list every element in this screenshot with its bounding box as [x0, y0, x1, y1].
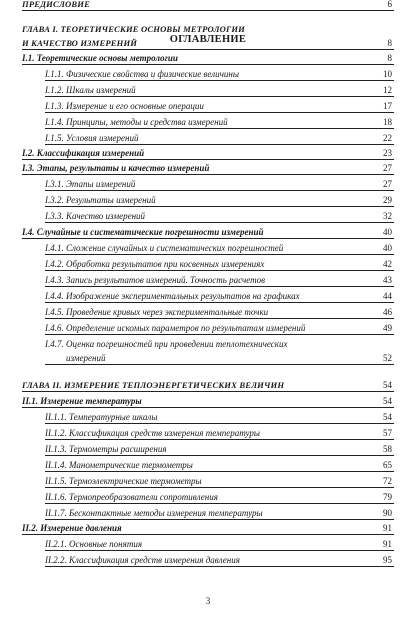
toc-entry-page: 27 [383, 163, 392, 173]
toc-entry-page: 22 [383, 133, 392, 143]
toc-underline [45, 318, 394, 319]
toc-underline [45, 503, 394, 504]
toc-underline [45, 550, 394, 551]
toc-entry-page: 54 [383, 396, 392, 406]
toc-entry-page: 49 [383, 323, 392, 333]
toc-entry [0, 66, 416, 82]
toc-entry [0, 130, 416, 146]
toc-entry-title: II.1.4. Манометрические термометры [45, 460, 193, 470]
toc-entry-title: I.1.1. Физические свойства и физические величины [45, 69, 239, 79]
toc-entry-page: 95 [383, 555, 392, 565]
toc-underline [22, 534, 394, 535]
toc-underline [45, 423, 394, 424]
toc-entry [0, 288, 416, 304]
toc-entry-page: 44 [383, 291, 392, 301]
toc-entry-page: 32 [383, 211, 392, 221]
toc-entry-title: II.2.1. Основные понятия [45, 539, 142, 549]
toc-entry [0, 50, 416, 66]
toc-entry-title: I.4.7. Оценка погрешностей при проведении теплотехнических [45, 339, 288, 349]
toc-underline [45, 566, 394, 567]
toc-underline [22, 64, 394, 65]
toc-entry [0, 377, 416, 393]
toc-entry-page: 40 [383, 227, 392, 237]
toc-entry-title: I.4.3. Запись результатов измерений. Точность расчетов [45, 275, 266, 285]
toc-entry [0, 98, 416, 114]
toc-entry-page: 52 [383, 353, 392, 363]
toc-entry [0, 256, 416, 272]
toc-entry-page: 65 [383, 460, 392, 470]
toc-underline [45, 471, 394, 472]
toc-entry-title: II.1.1. Температурные шкалы [45, 412, 158, 422]
page-title: ОГЛАВЛЕНИЕ [169, 34, 247, 45]
toc-entry-page: 8 [387, 53, 392, 63]
toc-underline [22, 407, 394, 408]
toc-entry-page: 58 [383, 444, 392, 454]
toc-entry-title: I.1. Теоретические основы метрологии [22, 53, 178, 63]
toc-entry-title: I.1.4. Принципы, методы и средства измерений [45, 117, 228, 127]
toc-entry-title: ГЛАВА II. ИЗМЕРЕНИЕ ТЕПЛОЭНЕРГЕТИЧЕСКИХ ВЕЛИЧИН [22, 380, 285, 390]
toc-entry [0, 473, 416, 489]
toc-underline [45, 190, 394, 191]
toc-entry-page: 43 [383, 275, 392, 285]
toc-entry [0, 304, 416, 320]
toc-underline [45, 112, 394, 113]
toc-underline [22, 10, 394, 11]
toc-entry [0, 320, 416, 336]
toc-entry [0, 536, 416, 552]
toc-entry-page: 12 [383, 85, 392, 95]
toc-entry [0, 552, 416, 568]
toc-entry [0, 176, 416, 192]
toc-entry-title: I.3.3. Качество измерений [45, 211, 146, 221]
toc-underline [45, 254, 394, 255]
toc-underline [45, 286, 394, 287]
toc-underline [45, 96, 394, 97]
toc-entry [0, 114, 416, 130]
toc-entry-page: 10 [383, 69, 392, 79]
toc-entry-title: И КАЧЕСТВО ИЗМЕРЕНИЙ [22, 38, 138, 48]
toc-entry-title: I.3.1. Этапы измерений [45, 179, 136, 189]
toc-entry-title: I.4. Случайные и систематические погрешности измерений [22, 227, 264, 237]
toc-entry [0, 425, 416, 441]
toc-entry [0, 224, 416, 240]
toc-entry-page: 29 [383, 195, 392, 205]
toc-entry-page: 23 [383, 148, 392, 158]
toc-entry-page: 42 [383, 259, 392, 269]
toc-entry [0, 520, 416, 536]
toc-underline [45, 270, 394, 271]
toc-entry-page: 40 [383, 243, 392, 253]
toc-entry [0, 441, 416, 457]
toc-entry-title: ПРЕДИСЛОВИЕ [22, 0, 90, 9]
toc-entry-page: 54 [383, 412, 392, 422]
toc-entry-title: I.1.3. Измерение и его основные операции [45, 101, 204, 111]
toc-entry-title: II.1.6. Термопреобразователи сопротивления [45, 492, 218, 502]
toc-entry-page: 79 [383, 492, 392, 502]
toc-entry [0, 350, 416, 366]
toc-entry [0, 208, 416, 224]
toc-entry [0, 145, 416, 161]
toc-entry [0, 409, 416, 425]
toc-underline [45, 334, 394, 335]
toc-entry [0, 457, 416, 473]
toc-entry-page: 72 [383, 476, 392, 486]
toc-underline [45, 128, 394, 129]
toc-entry-title: I.1.5. Условия измерений [45, 133, 139, 143]
toc-entry-title: ГЛАВА I. ТЕОРЕТИЧЕСКИЕ ОСНОВЫ МЕТРОЛОГИИ [22, 24, 245, 34]
toc-entry [0, 489, 416, 505]
toc-entry-page: 6 [387, 0, 392, 9]
toc-underline [45, 364, 394, 365]
toc-entry-title: I.3. Этапы, результаты и качество измерений [22, 163, 210, 173]
toc-underline [22, 174, 394, 175]
toc-entry-page: 57 [383, 428, 392, 438]
toc-entry-page: 27 [383, 179, 392, 189]
toc-entry-title: I.4.6. Определение искомых параметров по результатам измерений [45, 323, 306, 333]
toc-entry [0, 393, 416, 409]
toc-entry [0, 35, 416, 51]
page-number: 3 [205, 596, 211, 606]
toc-entry [0, 82, 416, 98]
toc-entry-title: II.2. Измерение давления [22, 523, 122, 533]
toc-underline [45, 439, 394, 440]
toc-entry [0, 192, 416, 208]
toc-entry-page: 8 [387, 38, 392, 48]
toc-entry-page: 17 [383, 101, 392, 111]
toc-entry-title: II.1.5. Термоэлектрические термометры [45, 476, 202, 486]
toc-entry [0, 0, 416, 12]
toc-entry-page: 54 [383, 380, 392, 390]
toc-entry-title: I.1.2. Шкалы измерений [45, 85, 136, 95]
toc-entry-title: II.1.2. Классификация средств измерения температуры [45, 428, 260, 438]
toc-entry [0, 272, 416, 288]
toc-entry-title: I.4.4. Изображение экспериментальных результатов на графиках [45, 291, 300, 301]
toc-entry-title: I.3.2. Результаты измерений [45, 195, 156, 205]
toc-entry-title: I.4.5. Проведение кривых через экспериментальные точки [45, 307, 269, 317]
toc-entry-title: I.4.2. Обработка результатов при косвенных измерениях [45, 259, 265, 269]
toc-entry-title: II.2.2. Классификация средств измерения давления [45, 555, 240, 565]
toc-underline [45, 302, 394, 303]
toc-underline [45, 222, 394, 223]
toc-entry [0, 160, 416, 176]
toc-underline [45, 487, 394, 488]
toc-entry [0, 240, 416, 256]
toc-entry-title: I.2. Классификация измерений [22, 148, 145, 158]
toc-entry-title: I.4.1. Сложение случайных и систематических погрешностей [45, 243, 284, 253]
toc-underline [22, 391, 394, 392]
toc-entry-title: измерений [66, 353, 106, 363]
toc-underline [45, 80, 394, 81]
toc-underline [45, 206, 394, 207]
toc-underline [45, 455, 394, 456]
toc-underline [22, 238, 394, 239]
toc-entry-title: II.1. Измерение температуры [22, 396, 142, 406]
toc-entry-page: 90 [383, 508, 392, 518]
toc-entry [0, 505, 416, 521]
toc-entry-page: 91 [383, 523, 392, 533]
toc-entry-title: II.1.7. Бесконтактные методы измерения температуры [45, 508, 263, 518]
toc-entry-page: 91 [383, 539, 392, 549]
toc-entry-page: 46 [383, 307, 392, 317]
toc-entry-page: 18 [383, 117, 392, 127]
toc-entry-title: II.1.3. Термометры расширения [45, 444, 167, 454]
